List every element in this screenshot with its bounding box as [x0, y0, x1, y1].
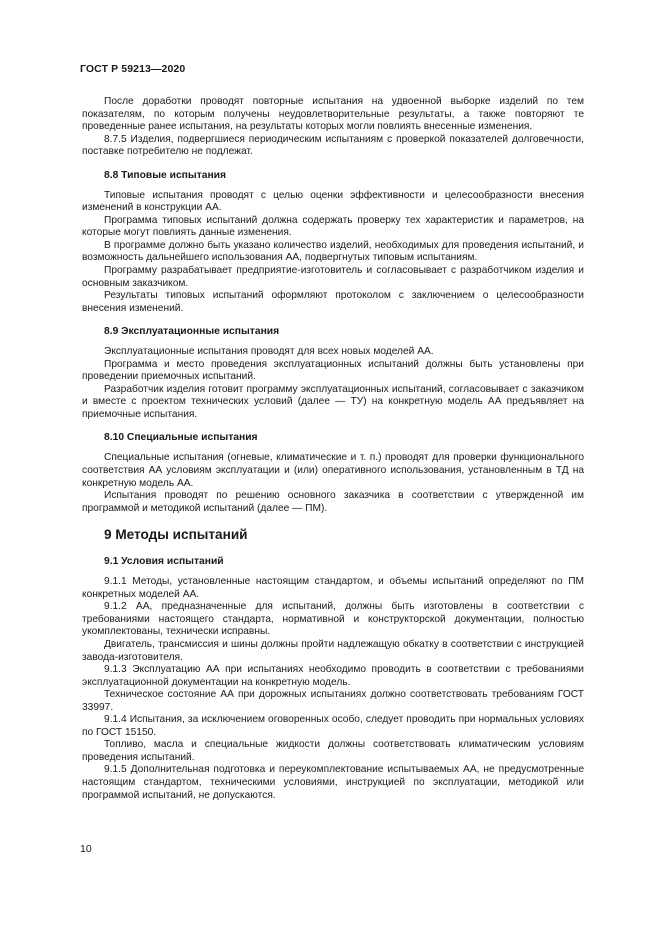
paragraph: Разработчик изделия готовит программу эксплуатационных испытаний, согласовывает с заказчиком и вместе с проектом технических условий (далее — ТУ) на конкретную модель АА предъявляет на приемочные испытания. [82, 383, 584, 420]
paragraph: 9.1.3 Эксплуатацию АА при испытаниях необходимо проводить в соответствии с требованиями эксплуатационной документации на конкретную модель. [82, 664, 584, 688]
document-code-header: ГОСТ Р 59213—2020 [80, 63, 186, 75]
paragraph: Двигатель, трансмиссия и шины должны пройти надлежащую обкатку в соответствии с инструкцией завода-изготовителя. [82, 638, 584, 663]
chapter-heading-9: 9 Методы испытаний [104, 527, 248, 543]
paragraph: Программа и место проведения эксплуатационных испытаний должны быть установлены при проведении приемочных испытаний. [82, 358, 584, 383]
paragraph: Топливо, масла и специальные жидкости должны соответствовать климатическим условиям проведения испытаний. [82, 739, 584, 763]
paragraph: Специальные испытания (огневые, климатические и т. п.) проводят для проверки функционального соответствия АА условиям эксплуатации и (или) оперативного использования, установленным в ТД на конкретную модель АА. [82, 452, 584, 489]
paragraph: 9.1.5 Дополнительная подготовка и переукомплектование испытываемых АА, не предусмотренные настоящим стандартом, техническими условиями, инструкцией по эксплуатации, методикой или программой испытаний, не допускаются. [82, 764, 584, 801]
section-heading-8-9: 8.9 Эксплуатационные испытания [104, 326, 280, 338]
paragraph: 9.1.1 Методы, установленные настоящим стандартом, и объемы испытаний определяют по ПМ конкретных моделей АА. [82, 576, 584, 600]
paragraph: После доработки проводят повторные испытания на удвоенной выборке изделий по тем показателям, по которым получены неудовлетворительные результаты, а также повторяют те проведенные ранее испытания, на результаты которых могли повлиять внесенные изменения. [82, 96, 584, 133]
paragraph: Испытания проводят по решению основного заказчика в соответствии с утвержденной им программой и методикой испытаний (далее — ПМ). [82, 490, 584, 514]
paragraph: Эксплуатационные испытания проводят для всех новых моделей АА. [104, 346, 434, 358]
page-number: 10 [80, 843, 92, 855]
section-heading-8-8: 8.8 Типовые испытания [104, 169, 227, 181]
section-heading-9-1: 9.1 Условия испытаний [104, 556, 224, 568]
paragraph: Программу разрабатывает предприятие-изготовитель и согласовывает с разработчиком изделия и основным заказчиком. [82, 265, 584, 289]
paragraph: 9.1.2 АА, предназначенные для испытаний, должны быть изготовлены в соответствии с требованиями настоящего стандарта, нормативной и конструкторской документации, полностью укомплектованы, технически исправны. [82, 601, 584, 638]
section-heading-8-10: 8.10 Специальные испытания [104, 432, 258, 444]
paragraph: Техническое состояние АА при дорожных испытаниях должно соответствовать требованиям ГОСТ 33997. [82, 689, 584, 713]
paragraph: Программа типовых испытаний должна содержать проверку тех характеристик и параметров, на которые могут повлиять данные изменения. [82, 214, 584, 239]
document-body [82, 96, 584, 802]
paragraph: Типовые испытания проводят с целью оценки эффективности и целесообразности внесения изменений в конструкции АА. [82, 189, 584, 214]
paragraph: В программе должно быть указано количество изделий, необходимых для проведения испытаний, и возможность дальнейшего использования АА, подвергнутых типовым испытаниям. [82, 239, 584, 264]
paragraph: 9.1.4 Испытания, за исключением оговоренных особо, следует проводить при нормальных условиях по ГОСТ 15150. [82, 714, 584, 738]
paragraph: Результаты типовых испытаний оформляют протоколом с заключением о целесообразности внесения изменений. [82, 290, 584, 314]
paragraph: 8.7.5 Изделия, подвергшиеся периодическим испытаниям с проверкой показателей долговечности, поставке потребителю не подлежат. [82, 133, 584, 158]
